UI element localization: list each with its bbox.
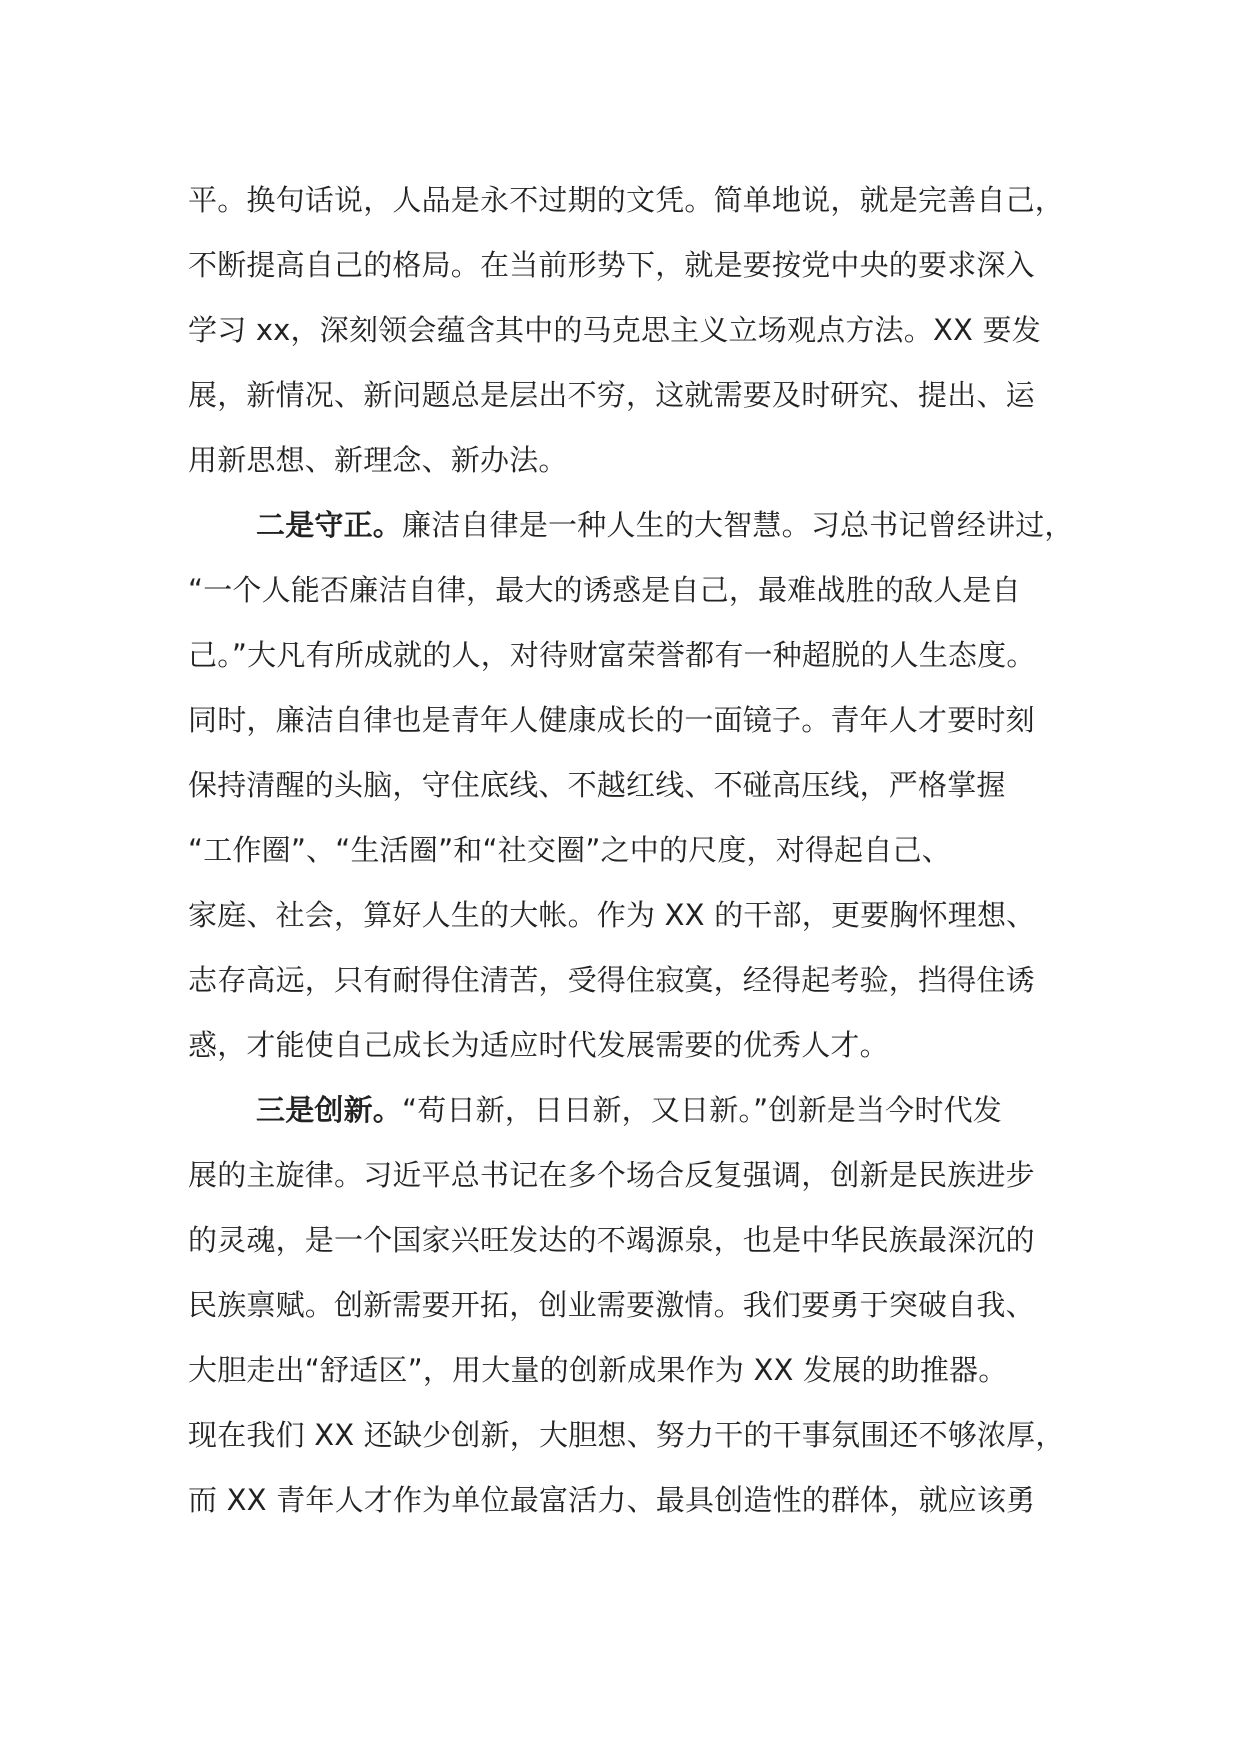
text-line: 用新思想、新理念、新办法。 bbox=[188, 443, 568, 477]
paragraph-3 bbox=[188, 1078, 1068, 1533]
text-line: 家庭、社会，算好人生的大帐。作为 XX 的干部，更要胸怀理想、 bbox=[188, 898, 1036, 932]
text-line: 平。换句话说，人品是永不过期的文凭。简单地说，就是完善自己， bbox=[188, 183, 1065, 217]
text-line: 而 XX 青年人才作为单位最富活力、最具创造性的群体，就应该勇 bbox=[188, 1483, 1036, 1517]
text-line: 民族禀赋。创新需要开拓，创业需要激情。我们要勇于突破自我、 bbox=[188, 1288, 1035, 1322]
paragraph-first-line bbox=[188, 493, 1074, 558]
text-line: “一个人能否廉洁自律，最大的诱惑是自己，最难战胜的敌人是自 bbox=[188, 573, 1021, 607]
text-line: 惑，才能使自己成长为适应时代发展需要的优秀人才。 bbox=[188, 1028, 889, 1062]
text-line: “工作圈”、“生活圈”和“社交圈”之中的尺度，对得起自己、 bbox=[188, 833, 951, 867]
text-line: 的灵魂，是一个国家兴旺发达的不竭源泉，也是中华民族最深沉的 bbox=[188, 1223, 1035, 1257]
text-line: 展的主旋律。习近平总书记在多个场合反复强调，创新是民族进步 bbox=[188, 1158, 1035, 1192]
paragraph-1 bbox=[188, 168, 1068, 493]
text-line: 同时，廉洁自律也是青年人健康成长的一面镜子。青年人才要时刻 bbox=[188, 703, 1035, 737]
text-line: 不断提高自己的格局。在当前形势下，就是要按党中央的要求深入 bbox=[188, 248, 1035, 282]
section-heading: 三是创新。 bbox=[256, 1093, 403, 1127]
paragraph-2 bbox=[188, 493, 1074, 1078]
paragraph-first-line bbox=[188, 1078, 1068, 1143]
text-line: 志存高远，只有耐得住清苦，受得住寂寞，经得起考验，挡得住诱 bbox=[188, 963, 1035, 997]
text-run: 廉洁自律是一种人生的大智慧。习总书记曾经讲过， bbox=[402, 508, 1074, 542]
document-body bbox=[188, 168, 1074, 1533]
text-line: 学习 xx，深刻领会蕴含其中的马克思主义立场观点方法。XX 要发 bbox=[188, 313, 1041, 347]
text-line: 保持清醒的头脑，守住底线、不越红线、不碰高压线，严格掌握 bbox=[188, 768, 1006, 802]
text-line: 现在我们 XX 还缺少创新，大胆想、努力干的干事氛围还不够浓厚， bbox=[188, 1418, 1065, 1452]
text-line: 己。”大凡有所成就的人，对待财富荣誉都有一种超脱的人生态度。 bbox=[188, 638, 1036, 672]
text-line: 展，新情况、新问题总是层出不穷，这就需要及时研究、提出、运 bbox=[188, 378, 1035, 412]
section-heading: 二是守正。 bbox=[256, 508, 403, 542]
text-line: 大胆走出“舒适区”，用大量的创新成果作为 XX 发展的助推器。 bbox=[188, 1353, 1008, 1387]
text-run: “苟日新，日日新，又日新。”创新是当今时代发 bbox=[402, 1093, 1002, 1127]
